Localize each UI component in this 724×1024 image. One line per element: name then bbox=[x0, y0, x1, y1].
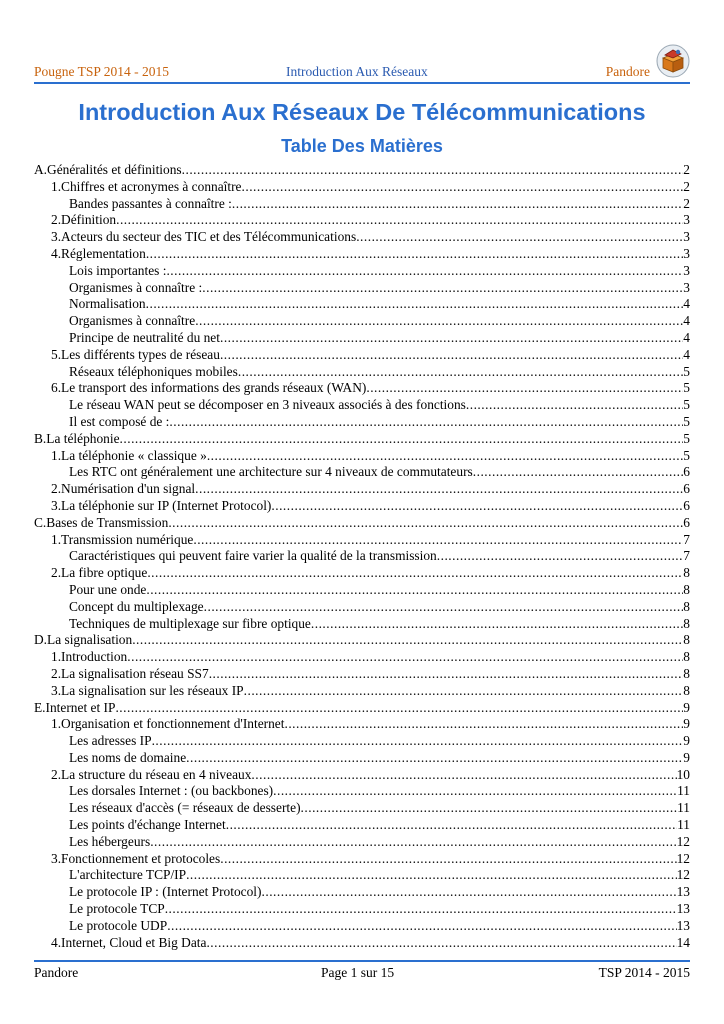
toc-entry[interactable] bbox=[34, 313, 690, 330]
toc-entry-title: L'architecture TCP/IP bbox=[69, 867, 187, 883]
toc-entry[interactable] bbox=[34, 616, 690, 633]
toc-entry-title: Le protocole IP : (Internet Protocol) bbox=[69, 884, 262, 900]
toc-leader-dots bbox=[147, 565, 683, 582]
toc-entry-title: 1.Introduction bbox=[51, 649, 128, 665]
toc-leader-dots bbox=[242, 179, 684, 196]
toc-entry[interactable] bbox=[34, 548, 690, 565]
toc-leader-dots bbox=[186, 867, 677, 884]
footer-page-number: Page 1 sur 15 bbox=[321, 965, 395, 980]
toc-leader-dots bbox=[202, 280, 683, 297]
toc-entry-page: 12 bbox=[676, 850, 690, 866]
toc-entry[interactable] bbox=[34, 498, 690, 515]
toc-leader-dots bbox=[146, 246, 683, 263]
toc-leader-dots bbox=[251, 767, 676, 784]
toc-entry[interactable] bbox=[34, 229, 690, 246]
footer-right-text: TSP 2014 - 2015 bbox=[598, 965, 690, 980]
toc-entry-page: 13 bbox=[676, 901, 690, 917]
toc-entry-page: 3 bbox=[683, 245, 690, 261]
toc-leader-dots bbox=[220, 347, 683, 364]
toc-entry-page: 8 bbox=[683, 649, 690, 665]
toc-entry-page: 6 bbox=[683, 464, 690, 480]
toc-entry[interactable] bbox=[34, 364, 690, 381]
toc-entry-title: A.Généralités et définitions bbox=[34, 162, 182, 177]
toc-entry[interactable] bbox=[34, 246, 690, 263]
toc-leader-dots bbox=[437, 548, 684, 565]
toc-leader-dots bbox=[168, 515, 683, 532]
toc-entry-title: 3.La signalisation sur les réseaux IP bbox=[51, 682, 244, 698]
toc-heading: Table Des Matières bbox=[281, 136, 443, 156]
toc-entry[interactable] bbox=[34, 632, 690, 649]
toc-entry-title: 1.Transmission numérique bbox=[51, 531, 194, 547]
toc-entry-page: 5 bbox=[683, 397, 690, 413]
toc-entry-page: 8 bbox=[683, 565, 690, 581]
toc-entry-title: 2.La structure du réseau en 4 niveaux bbox=[51, 766, 252, 782]
toc-entry-page: 8 bbox=[683, 598, 690, 614]
toc-leader-dots bbox=[232, 196, 683, 213]
toc-leader-dots bbox=[262, 884, 677, 901]
toc-entry-page: 11 bbox=[677, 817, 690, 833]
toc-entry[interactable] bbox=[34, 212, 690, 229]
toc-entry[interactable] bbox=[34, 649, 690, 666]
toc-entry[interactable] bbox=[34, 750, 690, 767]
toc-entry-page: 6 bbox=[683, 497, 690, 513]
toc-entry-page: 4 bbox=[683, 313, 690, 329]
toc-entry[interactable] bbox=[34, 783, 690, 800]
toc-entry-page: 13 bbox=[676, 884, 690, 900]
toc-entry-page: 12 bbox=[676, 867, 690, 883]
toc-entry-page: 5 bbox=[683, 430, 690, 446]
document-title: Introduction Aux Réseaux De Télécommunications bbox=[78, 99, 646, 125]
toc-leader-dots bbox=[132, 632, 683, 649]
toc-entry-title: E.Internet et IP bbox=[34, 699, 116, 715]
toc-entry[interactable] bbox=[34, 464, 690, 481]
toc-entry-page: 5 bbox=[683, 363, 690, 379]
toc-entry[interactable] bbox=[34, 851, 690, 868]
toc-entry-title: Les noms de domaine bbox=[69, 749, 187, 765]
toc-entry-page: 3 bbox=[683, 262, 690, 278]
toc-entry-title: 5.Les différents types de réseau bbox=[51, 346, 220, 362]
toc-leader-dots bbox=[166, 263, 683, 280]
footer-left-text: Pandore bbox=[34, 965, 79, 980]
toc-leader-dots bbox=[193, 532, 683, 549]
toc-leader-dots bbox=[238, 364, 683, 381]
toc-entry-title: Principe de neutralité du net bbox=[69, 329, 220, 345]
toc-leader-dots bbox=[120, 431, 684, 448]
footer-rule bbox=[34, 960, 690, 962]
toc-leader-dots bbox=[127, 649, 683, 666]
toc-leader-dots bbox=[473, 464, 684, 481]
toc-leader-dots bbox=[165, 901, 677, 918]
toc-entry-page: 3 bbox=[683, 229, 690, 245]
header-rule bbox=[34, 82, 690, 84]
toc-entry-title: Les adresses IP bbox=[69, 733, 152, 749]
toc-leader-dots bbox=[311, 616, 683, 633]
toc-leader-dots bbox=[186, 750, 683, 767]
toc-leader-dots bbox=[244, 683, 684, 700]
toc-entry-page: 2 bbox=[683, 195, 690, 211]
toc-leader-dots bbox=[206, 935, 676, 952]
toc-entry[interactable] bbox=[34, 448, 690, 465]
toc-entry[interactable] bbox=[34, 666, 690, 683]
toc-leader-dots bbox=[169, 414, 683, 431]
toc-entry-page: 2 bbox=[683, 178, 690, 194]
toc-entry-title: Il est composé de : bbox=[69, 413, 170, 429]
toc-entry[interactable] bbox=[34, 397, 690, 414]
toc-leader-dots bbox=[146, 296, 684, 313]
toc-leader-dots bbox=[152, 733, 684, 750]
page-footer bbox=[34, 965, 690, 983]
toc-entry-page: 11 bbox=[677, 783, 690, 799]
toc-entry[interactable] bbox=[34, 565, 690, 582]
toc-entry-page: 8 bbox=[683, 682, 690, 698]
header-right-text: Pandore bbox=[605, 64, 650, 79]
toc-leader-dots bbox=[195, 313, 683, 330]
toc-leader-dots bbox=[204, 599, 684, 616]
toc-entry[interactable] bbox=[34, 263, 690, 280]
toc-entry[interactable] bbox=[34, 330, 690, 347]
toc-leader-dots bbox=[301, 800, 678, 817]
toc-entry-title: Techniques de multiplexage sur fibre optique bbox=[69, 615, 311, 631]
toc-entry-title: 6.Le transport des informations des grands réseaux (WAN) bbox=[51, 380, 367, 396]
toc-entry[interactable] bbox=[34, 935, 690, 952]
toc-leader-dots bbox=[366, 380, 683, 397]
toc-leader-dots bbox=[207, 448, 683, 465]
toc-entry[interactable] bbox=[34, 800, 690, 817]
toc-entry-title: 3.La téléphonie sur IP (Internet Protocol) bbox=[51, 497, 272, 513]
toc-entry-title: Bandes passantes à connaître : bbox=[69, 195, 232, 211]
toc-entry[interactable] bbox=[34, 918, 690, 935]
toc-entry-title: Lois importantes : bbox=[69, 262, 167, 278]
toc-entry-page: 2 bbox=[683, 162, 690, 177]
toc-entry-title: Le réseau WAN peut se décomposer en 3 niveaux associés à des fonctions bbox=[69, 397, 466, 413]
toc-entry-page: 6 bbox=[683, 481, 690, 497]
toc-entry-title: B.La téléphonie bbox=[34, 430, 120, 446]
toc-entry-title: Organismes à connaître : bbox=[69, 279, 203, 295]
toc-entry-title: Les réseaux d'accès (= réseaux de desserte) bbox=[69, 800, 301, 816]
toc-entry-title: Normalisation bbox=[69, 296, 146, 312]
toc-entry-title: Pour une onde bbox=[69, 581, 147, 597]
toc-entry-title: 2.Numérisation d'un signal bbox=[51, 481, 196, 497]
toc-leader-dots bbox=[195, 481, 683, 498]
header-left-text: Pougne TSP 2014 - 2015 bbox=[34, 64, 170, 79]
toc-entry[interactable] bbox=[34, 414, 690, 431]
toc-entry-page: 4 bbox=[683, 329, 690, 345]
toc-entry[interactable] bbox=[34, 280, 690, 297]
toc-entry-title: 1.Organisation et fonctionnement d'Internet bbox=[51, 716, 285, 732]
toc-entry-page: 8 bbox=[683, 665, 690, 681]
toc-entry-page: 3 bbox=[683, 279, 690, 295]
toc-entry[interactable] bbox=[34, 380, 690, 397]
toc-entry-page: 11 bbox=[677, 800, 690, 816]
toc-entry-title: 4.Internet, Cloud et Big Data bbox=[51, 934, 207, 950]
toc-entry[interactable] bbox=[34, 834, 690, 851]
toc-entry-title: Les dorsales Internet : (ou backbones) bbox=[69, 783, 274, 799]
toc-leader-dots bbox=[466, 397, 683, 414]
toc-leader-dots bbox=[220, 851, 676, 868]
toc-entry[interactable] bbox=[34, 683, 690, 700]
toc-entry[interactable] bbox=[34, 347, 690, 364]
pandora-box-logo-icon bbox=[656, 44, 690, 78]
toc-entry-page: 4 bbox=[683, 296, 690, 312]
toc-leader-dots bbox=[150, 834, 676, 851]
toc-entry[interactable] bbox=[34, 515, 690, 532]
toc-leader-dots bbox=[226, 817, 677, 834]
page-header bbox=[34, 64, 690, 82]
toc-entry-title: D.La signalisation bbox=[34, 632, 133, 648]
toc-entry-title: 1.Chiffres et acronymes à connaître bbox=[51, 178, 242, 194]
toc-entry-page: 7 bbox=[683, 531, 690, 547]
toc-entry-page: 9 bbox=[683, 749, 690, 765]
toc-entry[interactable] bbox=[34, 817, 690, 834]
toc-entry-page: 8 bbox=[683, 615, 690, 631]
toc-leader-dots bbox=[220, 330, 683, 347]
toc-entry-page: 4 bbox=[683, 346, 690, 362]
toc-entry-title: 3.Fonctionnement et protocoles bbox=[51, 850, 221, 866]
toc-entry-title: 2.La fibre optique bbox=[51, 565, 148, 581]
toc-entry[interactable] bbox=[34, 582, 690, 599]
toc-entry-page: 14 bbox=[676, 934, 690, 950]
toc-entry-title: 1.La téléphonie « classique » bbox=[51, 447, 207, 463]
toc-entry-title: Le protocole UDP bbox=[69, 917, 168, 933]
toc-leader-dots bbox=[209, 666, 684, 683]
toc-entry-title: Les points d'échange Internet bbox=[69, 817, 226, 833]
toc-entry-page: 12 bbox=[676, 833, 690, 849]
toc-entry[interactable] bbox=[34, 767, 690, 784]
toc-entry[interactable] bbox=[34, 179, 690, 196]
toc-entry[interactable] bbox=[34, 733, 690, 750]
toc-entry-page: 6 bbox=[683, 514, 690, 530]
toc-entry[interactable] bbox=[34, 599, 690, 616]
toc-entry-page: 9 bbox=[683, 699, 690, 715]
toc-leader-dots bbox=[146, 582, 683, 599]
toc-entry-title: Caractéristiques qui peuvent faire varier la qualité de la transmission bbox=[69, 548, 437, 564]
header-center-text: Introduction Aux Réseaux bbox=[286, 64, 428, 79]
toc-entry-page: 10 bbox=[676, 766, 690, 782]
toc-entry[interactable] bbox=[34, 431, 690, 448]
toc-entry[interactable] bbox=[34, 481, 690, 498]
toc-entry-page: 9 bbox=[683, 733, 690, 749]
toc-entry-title: 2.Définition bbox=[51, 212, 117, 228]
toc-entry-page: 3 bbox=[683, 212, 690, 228]
toc-entry-page: 13 bbox=[676, 917, 690, 933]
toc-leader-dots bbox=[271, 498, 683, 515]
toc-leader-dots bbox=[167, 918, 676, 935]
toc-entry-page: 5 bbox=[683, 413, 690, 429]
toc-entry-title: 4.Réglementation bbox=[51, 245, 146, 261]
toc-entry[interactable] bbox=[34, 296, 690, 313]
toc-entry[interactable] bbox=[34, 867, 690, 884]
toc-entry-title: Organismes à connaître bbox=[69, 313, 196, 329]
toc-entry[interactable] bbox=[34, 196, 690, 213]
toc-entry-title: 3.Acteurs du secteur des TIC et des Télécommunications bbox=[51, 229, 357, 245]
toc-leader-dots bbox=[356, 229, 683, 246]
toc-entry-title: Concept du multiplexage bbox=[69, 598, 204, 614]
toc-entry-title: Les hébergeurs bbox=[69, 833, 151, 849]
toc-entry-title: Les RTC ont généralement une architecture sur 4 niveaux de commutateurs bbox=[69, 464, 473, 480]
table-of-contents bbox=[34, 162, 690, 951]
toc-leader-dots bbox=[115, 700, 683, 717]
toc-leader-dots bbox=[116, 212, 683, 229]
toc-leader-dots bbox=[284, 716, 683, 733]
toc-entry-page: 5 bbox=[683, 380, 690, 396]
toc-entry-page: 8 bbox=[683, 581, 690, 597]
toc-entry-title: Le protocole TCP bbox=[69, 901, 165, 917]
toc-entry[interactable] bbox=[34, 162, 690, 179]
toc-entry-page: 7 bbox=[683, 548, 690, 564]
toc-entry[interactable] bbox=[34, 700, 690, 717]
toc-entry[interactable] bbox=[34, 532, 690, 549]
toc-entry-title: 2.La signalisation réseau SS7 bbox=[51, 665, 209, 681]
toc-entry-title: Réseaux téléphoniques mobiles bbox=[69, 363, 238, 379]
toc-entry[interactable] bbox=[34, 716, 690, 733]
toc-entry-title: C.Bases de Transmission bbox=[34, 514, 169, 530]
toc-entry[interactable] bbox=[34, 884, 690, 901]
toc-entry[interactable] bbox=[34, 901, 690, 918]
toc-entry-page: 9 bbox=[683, 716, 690, 732]
toc-leader-dots bbox=[273, 783, 677, 800]
toc-entry-page: 8 bbox=[683, 632, 690, 648]
toc-leader-dots bbox=[182, 162, 684, 179]
toc-entry-page: 5 bbox=[683, 447, 690, 463]
